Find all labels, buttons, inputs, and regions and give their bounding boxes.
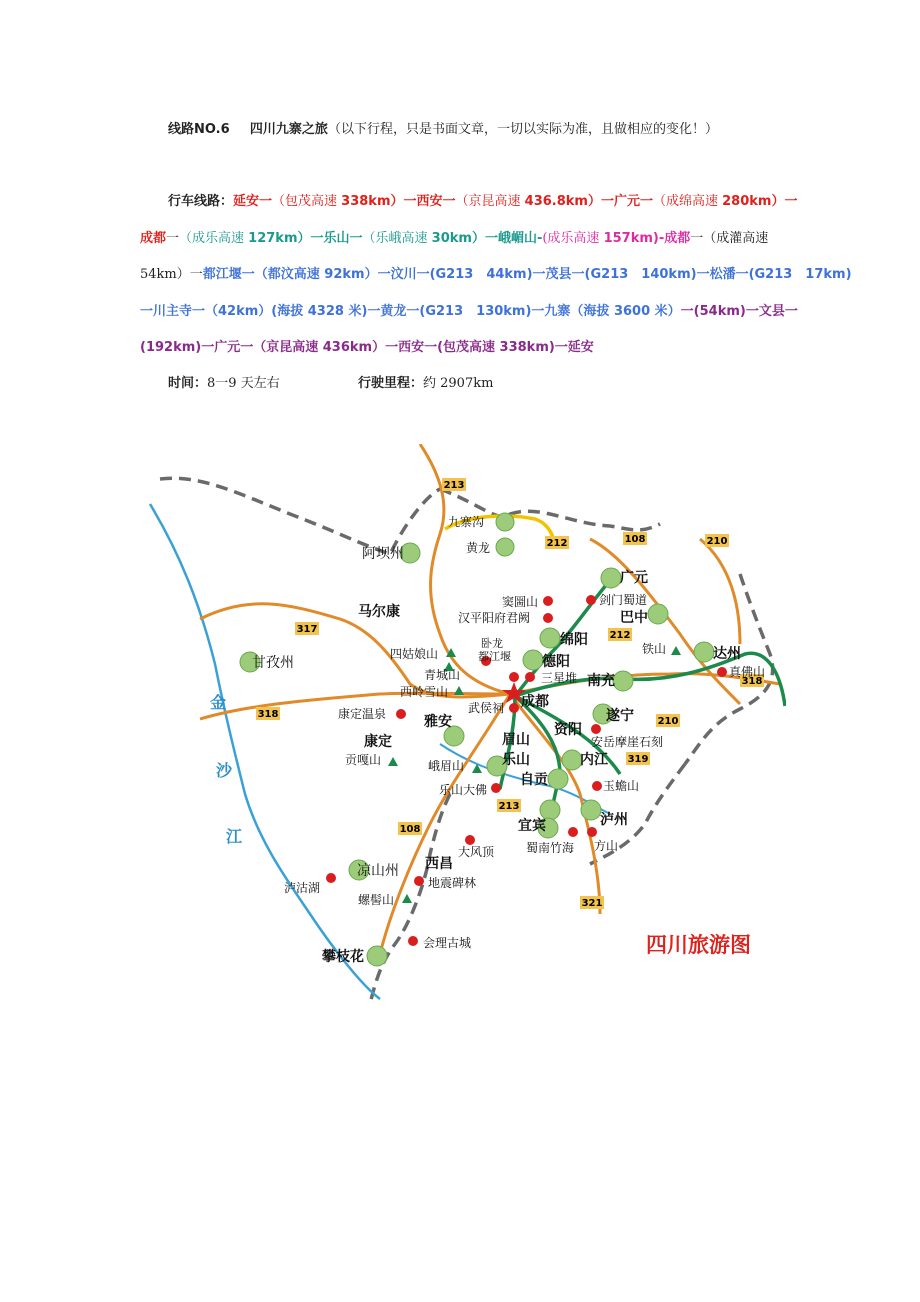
- time-value: 8一9 天左右: [207, 376, 280, 391]
- place-label: 真佛山: [729, 665, 766, 679]
- road-shield: [256, 707, 280, 720]
- place-label: 乐山大佛: [439, 783, 488, 797]
- place-label: 都江堰: [478, 650, 511, 663]
- place-label: 九寨沟: [448, 515, 485, 529]
- route-segment: 都江堰一（都汶高速 92km）一汶川一(G213 44km)一茂县一(G213 140km)一松潘一(G213 17km): [202, 267, 852, 282]
- route-line-5: [140, 338, 800, 358]
- place-label: 地震碑林: [428, 876, 477, 890]
- distance-label: 行驶里程：: [357, 376, 423, 391]
- place-label: 蜀南竹海: [526, 841, 575, 855]
- road-shield: [608, 628, 632, 641]
- road-shield: [580, 896, 604, 909]
- map-canvas: [140, 444, 786, 1008]
- road-shield-label: 212: [546, 538, 568, 549]
- route-segments-4: [140, 304, 798, 319]
- route-segment: ）一: [176, 267, 203, 282]
- route-line-4: [140, 302, 800, 322]
- place-label: 宜宾: [518, 818, 546, 834]
- place-label: 成都: [521, 694, 549, 710]
- road-shield-label: 317: [296, 624, 318, 635]
- route-segments-1: [233, 194, 797, 209]
- place-label: 武侯祠: [468, 701, 505, 715]
- jinsha-river: [150, 504, 380, 999]
- road-shield-label: 319: [627, 754, 649, 765]
- place-label: 方山: [594, 839, 619, 853]
- place-label: 青城山: [424, 668, 461, 682]
- place-label: 遂宁: [606, 708, 634, 724]
- place-label: 凉山州: [357, 863, 399, 879]
- road-shield-label: 213: [498, 801, 520, 812]
- road-shield: [656, 714, 680, 727]
- place-label: 汉平阳府君阙: [458, 611, 531, 625]
- time-label: 时间：: [168, 376, 208, 391]
- place-label: 乐山: [502, 752, 530, 768]
- place-label: 资阳: [554, 722, 582, 738]
- place-label: 甘孜州: [252, 655, 294, 671]
- place-label: 西昌: [425, 856, 453, 872]
- place-label: 大风顶: [458, 845, 495, 859]
- river-char: 江: [226, 827, 243, 846]
- road-shield: [623, 532, 647, 545]
- route-header: [168, 120, 828, 140]
- place-label: 三星堆: [541, 671, 578, 685]
- route-segment: 30km: [431, 231, 472, 246]
- route-segment: （京昆高速: [455, 194, 525, 209]
- place-label: 康定温泉: [338, 707, 387, 721]
- route-segment: 280km: [722, 194, 772, 209]
- route-segment: 436.8km: [524, 194, 588, 209]
- route-segment: ）一: [771, 194, 798, 209]
- place-label: 剑门蜀道: [599, 593, 648, 607]
- place-label: 窦圌山: [502, 595, 539, 609]
- route-segment: )-成都: [652, 231, 691, 246]
- place-label: 眉山: [502, 732, 530, 748]
- route-segments-2: [140, 231, 768, 246]
- route-segment: 157km: [603, 231, 653, 246]
- place-label: 安岳摩崖石刻: [591, 735, 664, 749]
- sichuan-travel-map: [140, 444, 786, 1008]
- route-segment: 延安一: [233, 194, 273, 209]
- river-char: 金: [210, 693, 227, 712]
- place-label: 贡嘎山: [345, 753, 382, 767]
- road-shield-label: 108: [624, 534, 646, 545]
- route-segment: ）一乐山一: [297, 231, 363, 246]
- place-label: 黄龙: [466, 541, 491, 555]
- road-shield: [497, 799, 521, 812]
- route-segment: 338km: [341, 194, 391, 209]
- place-label: 马尔康: [358, 604, 400, 620]
- place-labels: [252, 514, 765, 965]
- route-segment: 一（成灌高速: [690, 231, 769, 246]
- place-label: 自贡: [520, 772, 548, 788]
- road-shield-label: 108: [399, 824, 421, 835]
- road-shield-label: 318: [257, 709, 279, 720]
- road-shield-label: 213: [443, 480, 465, 491]
- route-number: 线路NO.6: [168, 122, 230, 137]
- place-label: 峨眉山: [428, 759, 465, 773]
- route-segments-3: [140, 267, 852, 282]
- place-label: 德阳: [542, 654, 570, 670]
- route-segment: (成乐高速: [542, 231, 604, 246]
- route-segment: ）一西安一: [390, 194, 456, 209]
- place-label: 泸州: [600, 812, 628, 828]
- route-line-3: [140, 265, 852, 285]
- route-segment: (192km)一广元一（京昆高速 436km）一西安一(包茂高速 338km)一延安: [140, 340, 594, 355]
- route-segment: 127km: [248, 231, 298, 246]
- road-shield-label: 318: [741, 676, 763, 687]
- route-segment: 成都: [140, 231, 167, 246]
- road-shield-label: 210: [706, 536, 728, 547]
- place-label: 铁山: [642, 642, 667, 656]
- route-segment: （乐峨高速: [362, 231, 432, 246]
- place-label: 南充: [587, 673, 615, 689]
- place-label: 达州: [713, 646, 741, 662]
- road-shield-label: 210: [657, 716, 679, 727]
- place-label: 绵阳: [560, 632, 588, 648]
- route-label: 行车线路：: [168, 194, 234, 209]
- river-char: 沙: [216, 761, 233, 780]
- place-label: 西岭雪山: [400, 685, 449, 699]
- route-segment: 一川主寺一（42km）(海拔 4328 米)一黄龙一(G213 130km)一九寨（海拔 3600 米）: [140, 304, 681, 319]
- route-note: （以下行程，只是书面文章，一切以实际为准，且做相应的变化！）: [327, 122, 718, 137]
- road-shield: [398, 822, 422, 835]
- route-segment: ）一广元一: [587, 194, 653, 209]
- road-shield: [442, 478, 466, 491]
- province-boundary: [160, 478, 773, 1004]
- place-label: 泸沽湖: [284, 881, 321, 895]
- place-label: 康定: [364, 734, 392, 750]
- place-label: 玉蟾山: [603, 779, 640, 793]
- road-shield: [295, 622, 319, 635]
- route-line-1: [168, 192, 828, 212]
- route-segment: ）一峨嵋山-: [471, 231, 543, 246]
- route-line-2: [140, 229, 800, 249]
- route-title: 四川九寨之旅: [249, 122, 328, 137]
- place-label: 卧龙: [481, 637, 503, 650]
- road-shield: [626, 752, 650, 765]
- route-segment: 一: [166, 231, 180, 246]
- place-label: 螺髻山: [358, 893, 395, 907]
- map-title: 四川旅游图: [646, 933, 751, 957]
- route-segment: （成绵高速: [652, 194, 723, 209]
- place-label: 会理古城: [423, 936, 472, 950]
- place-label: 广元: [620, 570, 648, 586]
- route-segment: 一(54km)一文县一: [680, 304, 798, 319]
- place-label: 四姑娘山: [390, 647, 439, 661]
- route-segment: （成乐高速: [179, 231, 249, 246]
- route-segments-5: [140, 340, 594, 355]
- place-label: 巴中: [620, 610, 648, 626]
- place-label: 阿坝州: [362, 546, 404, 562]
- place-label: 内江: [580, 752, 608, 768]
- road-shield: [705, 534, 729, 547]
- distance-value: 约 2907km: [423, 376, 494, 391]
- route-segment: 54km: [140, 267, 177, 282]
- route-segment: （包茂高速: [272, 194, 342, 209]
- road-shield-label: 321: [581, 898, 603, 909]
- place-label: 攀枝花: [322, 949, 364, 965]
- road-shield: [545, 536, 569, 549]
- place-label: 雅安: [424, 714, 452, 730]
- trip-meta: [168, 374, 828, 394]
- road-shield-label: 212: [609, 630, 631, 641]
